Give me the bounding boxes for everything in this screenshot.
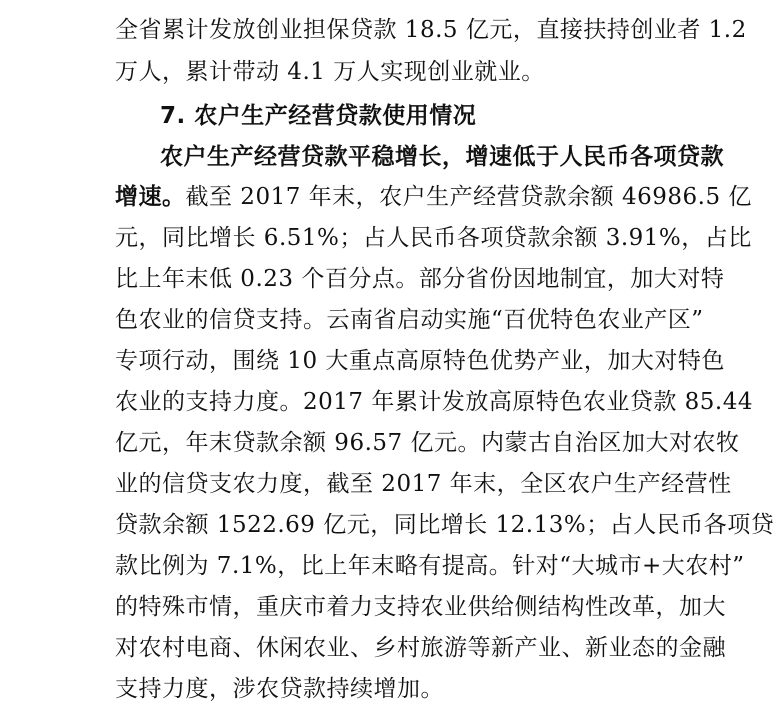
text-line: 支持力度，涉农贷款持续增加。 (115, 676, 444, 702)
text-line: 专项行动，围绕 10 大重点高原特色优势产业，加大对特色 (115, 348, 725, 374)
text-line: 贷款余额 1522.69 亿元，同比增长 12.13%；占人民币各项贷 (115, 512, 775, 538)
text-line-mixed (115, 181, 752, 213)
text-line: 色农业的信贷支持。云南省启动实施“百优特色农业产区” (115, 307, 704, 333)
text-line: 万人，累计带动 4.1 万人实现创业就业。 (115, 59, 545, 85)
text-line: 款比例为 7.1%，比上年末略有提高。针对“大城市+大农村” (115, 553, 745, 579)
text-line: 业的信贷支农力度，截至 2017 年末，全区农户生产经营性 (115, 471, 732, 497)
paragraph-lead-bold: 农户生产经营贷款平稳增长，增速低于人民币各项贷款 (160, 144, 724, 170)
text-line: 全省累计发放创业担保贷款 18.5 亿元，直接扶持创业者 1.2 (115, 17, 747, 43)
section-heading: 7. 农户生产经营贷款使用情况 (160, 103, 477, 129)
text-line: 亿元，年末贷款余额 96.57 亿元。内蒙古自治区加大对农牧 (115, 430, 740, 456)
paragraph-lead-bold-end: 增速。 (115, 184, 186, 210)
text-line: 农业的支持力度。2017 年累计发放高原特色农业贷款 85.44 (115, 389, 753, 415)
text-line: 对农村电商、休闲农业、乡村旅游等新产业、新业态的金融 (115, 635, 726, 661)
text-line: 的特殊市情，重庆市着力支持农业供给侧结构性改革，加大 (115, 594, 726, 620)
text-line: 元，同比增长 6.51%；占人民币各项贷款余额 3.91%，占比 (115, 225, 752, 251)
text-line: 比上年末低 0.23 个百分点。部分省份因地制宜，加大对特 (115, 266, 725, 292)
text-line-continuation: 截至 2017 年末，农户生产经营贷款余额 46986.5 亿 (185, 184, 752, 210)
